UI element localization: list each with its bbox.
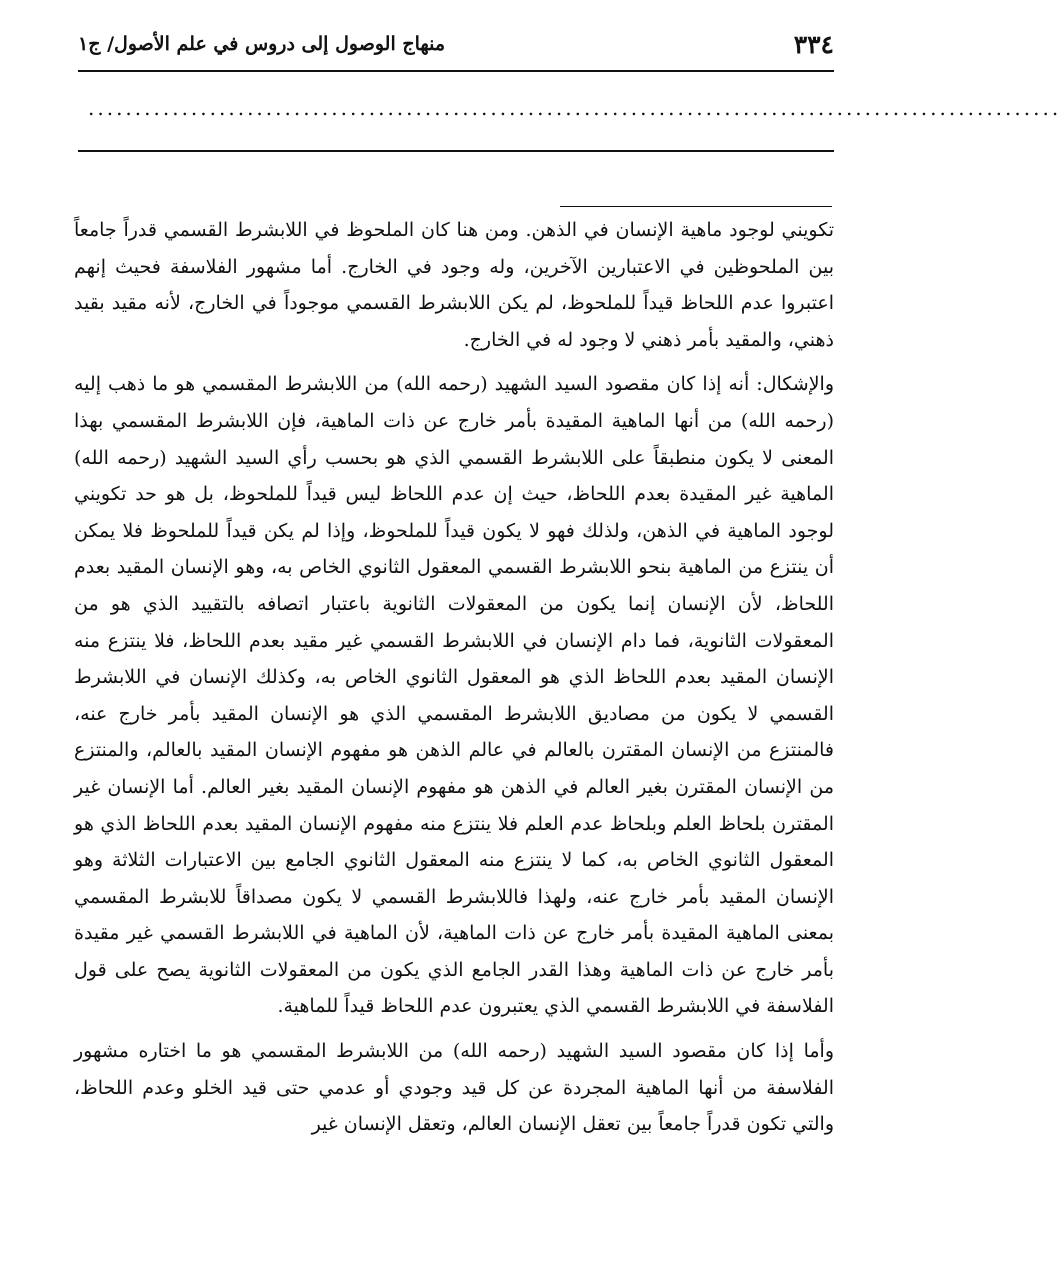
main-text bbox=[74, 212, 834, 1151]
paragraph: والإشكال: أنه إذا كان مقصود السيد الشهيد (رحمه الله) من اللابشرط المقسمي هو ما ذهب إليه (رحمه الله) من أنها الماهية المقيدة بأمر خارج عن ذات الماهية، فإن اللابشرط المقسمي بهذا المعنى لا يكون منطبقاً على اللابشرط القسمي الذي هو بحسب رأي السيد الشهيد (رحمه الله) الماهية غير المقيدة بعدم اللحاظ، حيث إن عدم اللحاظ ليس قيداً للملحوظ، بل هو حد تكويني لوجود الماهية في الذهن، ولذلك فهو لا يكون قيداً للملحوظ، وإذا لم يكن قيداً للملحوظ فلا يمكن أن ينتزع من الماهية بنحو اللابشرط القسمي المعقول الثانوي الخاص به، وهو الإنسان المقيد بعدم اللحاظ، لأن الإنسان إنما يكون من المعقولات الثانوية باعتبار اتصافه بالتقييد الذي هو من المعقولات الثانوية، فما دام الإنسان في اللابشرط القسمي غير مقيد بعدم اللحاظ، فلا ينتزع منه الإنسان المقيد بعدم اللحاظ الذي هو المعقول الثانوي الخاص به، وكذلك الإنسان في اللابشرط القسمي لا يكون من مصاديق اللابشرط المقسمي الذي هو الإنسان المقيد بأمر خارج عنه، فالمنتزع من الإنسان المقترن بالعالم في عالم الذهن هو مفهوم الإنسان المقيد بالعالم، والمنتزع من الإنسان المقترن بغير العالم في الذهن هو مفهوم الإنسان المقيد بغير العالم. أما الإنسان غير المقترن بلحاظ العلم وبلحاظ عدم العلم فلا ينتزع منه مفهوم الإنسان المقيد بعدم اللحاظ الذي هو المعقول الثانوي الخاص به، كما لا ينتزع منه المعقول الثانوي الجامع بين الاعتبارات الثلاثة وهو الإنسان المقيد بأمر خارج عنه، ولهذا فاللابشرط القسمي لا يكون مصداقاً للابشرط المقسمي بمعنى الماهية المقيدة بأمر خارج عن ذات الماهية، لأن الماهية في اللابشرط القسمي غير مقيدة بأمر خارج عن ذات الماهية وهذا القدر الجامع الذي يكون من المعقولات الثانوية يصح على قول الفلاسفة في اللابشرط القسمي الذي يعتبرون عدم اللحاظ قيداً للماهية. bbox=[74, 373, 834, 1018]
paragraph: وأما إذا كان مقصود السيد الشهيد (رحمه الله) من اللابشرط المقسمي هو ما اختاره مشهور الفلاسفة من أنها الماهية المجردة عن كل قيد وجودي أو عدمي حتى قيد الخلو وعدم اللحاظ، والتي تكون قدراً جامعاً بين تعقل الإنسان العالم، وتعقل الإنسان غير bbox=[74, 1040, 834, 1136]
page-header bbox=[78, 28, 834, 68]
footnote-separator bbox=[560, 206, 832, 207]
header-rule bbox=[78, 70, 834, 72]
paragraph: تكويني لوجود ماهية الإنسان في الذهن. ومن هنا كان الملحوظ في اللابشرط القسمي قدراً جامعاً بين الملحوظين في الاعتبارين الآخرين، وله وجود في الخارج. أما مشهور الفلاسفة فحيث إنهم اعتبروا عدم اللحاظ قيداً للملحوظ، لم يكن اللابشرط القسمي موجوداً في الخارج، لأنه مقيد بقيد ذهني، والمقيد بأمر ذهني لا وجود له في الخارج. bbox=[74, 219, 834, 351]
page-number: ٣٣٤ bbox=[793, 30, 834, 59]
footnote-ellipsis: ........................................................................................................ bbox=[88, 96, 1061, 120]
running-title: منهاج الوصول إلى دروس في علم الأصول/ ج١ bbox=[78, 33, 446, 55]
section-rule bbox=[78, 150, 834, 152]
